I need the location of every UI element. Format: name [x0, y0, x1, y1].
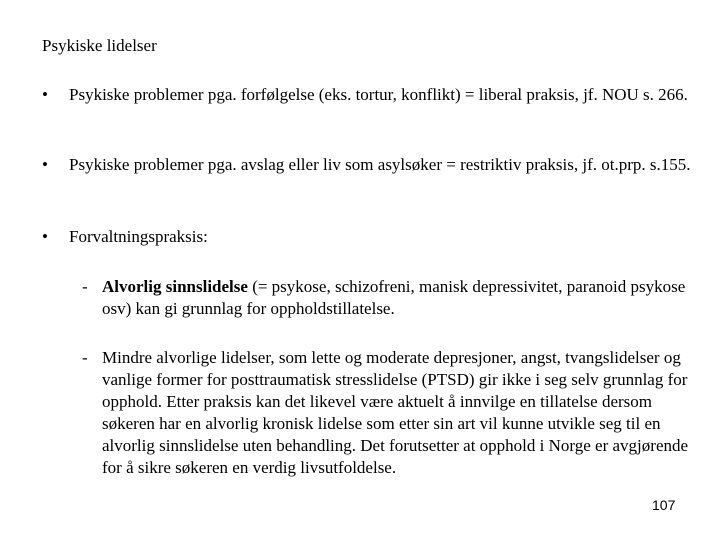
- sub-item: [82, 347, 692, 479]
- bullet-text: Psykiske problemer pga. avslag eller liv som asylsøker = restriktiv praksis, jf. ot.prp. s.155.: [69, 155, 691, 174]
- sub-item-marker: -: [82, 277, 88, 296]
- bullet-text: Psykiske problemer pga. forfølgelse (eks. tortur, konflikt) = liberal praksis, jf. NOU s. 266.: [69, 85, 688, 104]
- bullet-text: Forvaltningspraksis:: [69, 227, 208, 246]
- sub-item: [82, 276, 692, 320]
- slide-title: Psykiske lidelser: [42, 36, 157, 55]
- sub-item-marker: -: [82, 348, 88, 367]
- bullet-marker: •: [42, 85, 48, 104]
- bullet-item: [42, 84, 702, 106]
- sub-item-body: (= psykose, schizofreni, manisk depressivitet, paranoid psykose osv) kan gi grunnlag for oppholdstillatelse.: [102, 277, 686, 318]
- sub-item-text: [102, 276, 692, 320]
- bullet-item: [42, 226, 702, 248]
- sub-item-bold-term: Alvorlig sinnslidelse: [102, 277, 248, 296]
- bullet-marker: •: [42, 155, 48, 174]
- bullet-item: [42, 154, 702, 176]
- bullet-marker: •: [42, 227, 48, 246]
- page-number: 107: [652, 497, 676, 513]
- sub-item-text: Mindre alvorlige lidelser, som lette og moderate depresjoner, angst, tvangslidelser og vanlige former for posttraumatisk stresslidelse (PTSD) gir ikke i seg selv grunnlag for opphold. Etter praksis kan det likevel være aktuelt å innvilge en tillatelse dersom søkeren har en alvorlig kronisk lidelse som etter sin art vil kunne utvikle seg til en alvorlig sinnslidelse uten behandling. Det forutsetter at opphold i Norge er avgjørende for å sikre søkeren en verdig livsutfoldelse.: [102, 348, 689, 477]
